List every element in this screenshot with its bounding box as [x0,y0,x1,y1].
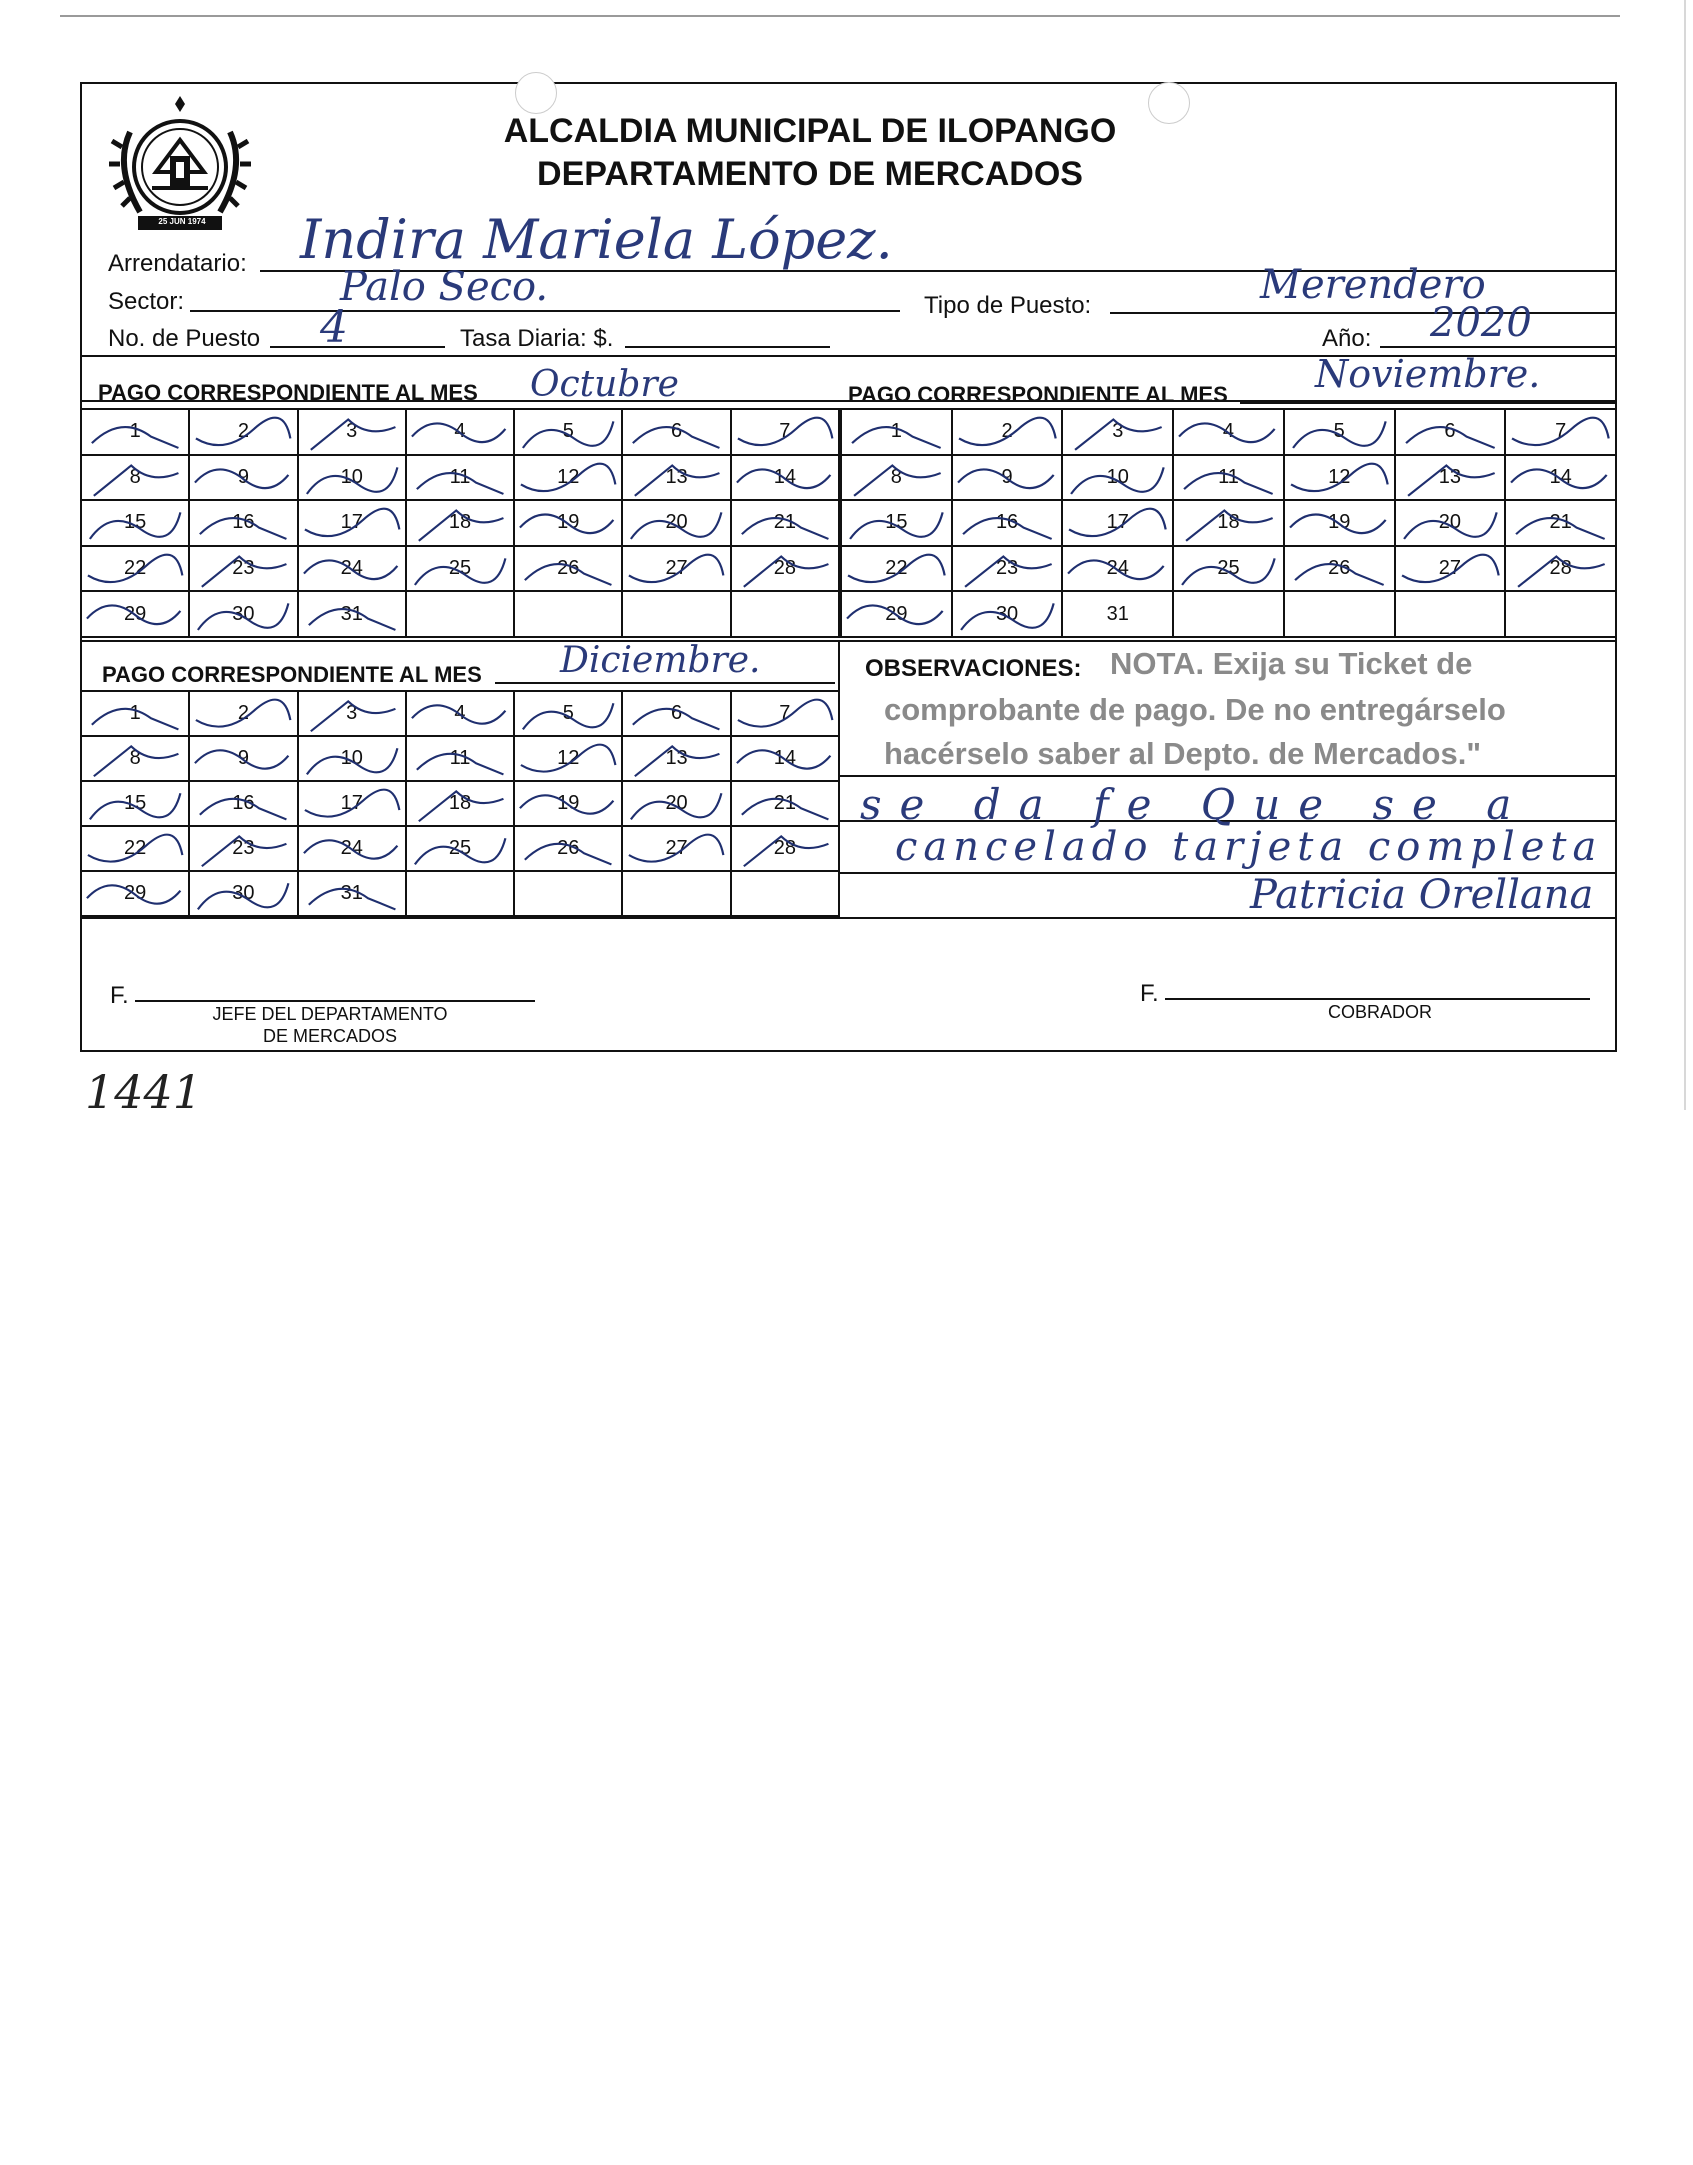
day-cell-15[interactable] [82,782,190,827]
day-cell-22[interactable] [82,547,190,593]
day-number: 28 [1549,557,1572,580]
day-number: 13 [665,747,688,769]
empty-day-cell[interactable] [407,592,515,638]
day-cell-27[interactable] [623,827,731,872]
day-cell-26[interactable] [1285,547,1396,593]
de-mercados-label: DE MERCADOS [262,1026,397,1046]
day-number: 4 [454,420,466,443]
day-cell-6[interactable] [623,410,731,456]
day-number: 12 [557,747,580,769]
day-number: 29 [124,882,147,904]
day-cell-17[interactable] [299,501,407,547]
day-cell-10[interactable] [299,456,407,502]
day-number: 18 [1217,511,1240,534]
day-cell-31[interactable] [299,872,407,917]
day-number: 29 [885,602,908,625]
day-cell-22[interactable] [82,827,190,872]
day-cell-5[interactable] [515,410,623,456]
day-cell-28[interactable] [1506,547,1617,593]
day-number: 21 [773,511,796,534]
day-cell-16[interactable] [190,501,298,547]
day-number: 21 [773,792,796,814]
nota-line-3: hacérselo saber al Depto. de Mercados." [884,736,1482,771]
day-number: 14 [773,747,796,769]
empty-day-cell[interactable] [1396,592,1507,638]
day-number: 21 [1549,511,1572,534]
arrendatario-value[interactable]: Indira Mariela López. [300,208,893,271]
day-number: 17 [1106,511,1129,534]
day-number: 9 [1001,465,1013,488]
day-cell-13[interactable] [623,737,731,782]
day-number: 28 [773,837,796,859]
day-number: 27 [665,557,688,580]
day-cell-26[interactable] [515,827,623,872]
day-number: 31 [1106,602,1129,625]
day-cell-23[interactable] [190,547,298,593]
day-cell-16[interactable] [953,501,1064,547]
divider-line [80,640,1617,642]
day-cell-15[interactable] [82,501,190,547]
day-number: 10 [1106,465,1129,488]
day-number: 11 [449,465,471,488]
day-cell-4[interactable] [1174,410,1285,456]
scan-right-edge [1684,0,1686,1110]
day-number: 19 [557,511,580,534]
sector-value[interactable]: Palo Seco. [340,264,549,310]
tipo-puesto-value[interactable]: Merendero [1260,262,1486,308]
cobrador-label: COBRADOR [1327,1002,1432,1022]
day-number: 5 [562,702,574,724]
day-cell-17[interactable] [1063,501,1174,547]
day-cell-13[interactable] [623,456,731,502]
day-cell-4[interactable] [407,692,515,737]
day-number: 18 [448,511,472,534]
day-number: 31 [340,602,363,625]
day-number: 22 [124,837,147,859]
observaciones-label: OBSERVACIONES: [865,655,1082,682]
day-number: 15 [124,511,147,534]
day-number: 11 [449,747,471,769]
no-puesto-line [270,346,445,348]
day-cell-1[interactable] [82,692,190,737]
day-cell-13[interactable] [1396,456,1507,502]
day-number: 27 [665,837,688,859]
day-number: 6 [1444,420,1456,443]
day-cell-5[interactable] [1285,410,1396,456]
day-number: 1 [129,702,141,724]
noviembre-day-grid [840,408,1617,638]
pago-diciembre-label: PAGO CORRESPONDIENTE AL MES [102,662,482,687]
day-number: 3 [1112,420,1124,443]
mes-noviembre-value[interactable]: Noviembre. [1315,352,1541,396]
tipo-puesto-label: Tipo de Puesto: [924,292,1092,319]
mes-diciembre-value[interactable]: Diciembre. [560,640,761,681]
empty-day-cell[interactable] [732,872,840,917]
mes-diciembre-line [495,682,835,684]
day-number: 27 [1438,557,1462,580]
day-number: 19 [557,792,580,814]
day-number: 22 [124,557,147,580]
day-cell-11[interactable] [407,737,515,782]
day-cell-15[interactable] [842,501,953,547]
day-number: 8 [890,465,902,488]
nota-line-2: comprobante de pago. De no entregárselo [884,692,1506,727]
day-cell-14[interactable] [732,456,840,502]
day-cell-31[interactable] [1063,592,1174,638]
jefe-departamento-label: JEFE DEL DEPARTAMENTO [212,1004,448,1024]
anio-label: Año: [1322,325,1372,352]
day-cell-10[interactable] [299,737,407,782]
firma-cobrador-line[interactable] [1165,998,1590,1000]
day-cell-8[interactable] [82,737,190,782]
tipo-puesto-line [1110,312,1615,314]
observaciones-handwritten-2[interactable]: cancelado tarjeta completa [895,824,1603,870]
day-cell-19[interactable] [515,782,623,827]
day-number: 2 [237,420,249,443]
day-number: 29 [124,602,147,625]
day-cell-24[interactable] [299,547,407,593]
day-number: 22 [885,557,908,580]
day-number: 4 [454,702,466,724]
day-number: 31 [340,882,363,904]
day-cell-24[interactable] [299,827,407,872]
day-number: 24 [1106,557,1129,580]
empty-day-cell[interactable] [1285,592,1396,638]
empty-day-cell[interactable] [732,592,840,638]
day-number: 6 [671,420,683,443]
day-number: 17 [340,792,363,814]
day-cell-9[interactable] [190,737,298,782]
day-cell-27[interactable] [1396,547,1507,593]
day-number: 8 [129,747,141,769]
day-number: 26 [557,557,580,580]
diciembre-day-grid [80,690,840,917]
punch-hole-left [515,72,557,114]
day-cell-19[interactable] [1285,501,1396,547]
observaciones-line [840,775,1615,777]
day-number: 25 [448,837,472,859]
day-number: 16 [232,511,255,534]
day-number: 20 [1438,511,1462,534]
day-cell-30[interactable] [953,592,1064,638]
day-number: 5 [1333,420,1345,443]
day-cell-2[interactable] [190,410,298,456]
header-subtitle: DEPARTAMENTO DE MERCADOS [537,155,1083,193]
day-number: 26 [557,837,580,859]
day-cell-20[interactable] [623,501,731,547]
day-number: 20 [665,511,688,534]
day-cell-25[interactable] [1174,547,1285,593]
day-cell-5[interactable] [515,692,623,737]
no-puesto-value[interactable]: 4 [320,302,348,353]
observaciones-handwritten-3[interactable]: Patricia Orellana [1250,872,1594,918]
day-cell-3[interactable] [299,410,407,456]
day-cell-20[interactable] [623,782,731,827]
day-number: 9 [237,465,249,488]
empty-day-cell[interactable] [515,872,623,917]
day-cell-6[interactable] [623,692,731,737]
day-cell-6[interactable] [1396,410,1507,456]
no-puesto-label: No. de Puesto [108,325,261,352]
tasa-diaria-line [625,346,830,348]
day-cell-12[interactable] [1285,456,1396,502]
day-number: 28 [773,557,796,580]
day-cell-28[interactable] [732,547,840,593]
day-cell-1[interactable] [82,410,190,456]
day-cell-30[interactable] [190,592,298,638]
pago-noviembre-label: PAGO CORRESPONDIENTE AL MES [848,382,1228,407]
day-cell-29[interactable] [82,592,190,638]
observaciones-handwritten-1[interactable]: se da fe Que se a [860,780,1530,829]
day-number: 1 [890,420,902,443]
day-number: 11 [1218,465,1239,488]
sector-line [190,310,900,312]
seal-date-text: 25 JUN 1974 [158,217,206,226]
day-number: 23 [995,557,1019,580]
day-cell-18[interactable] [407,501,515,547]
empty-day-cell[interactable] [623,592,731,638]
day-number: 26 [1328,557,1351,580]
day-number: 2 [1001,420,1013,443]
day-cell-30[interactable] [190,872,298,917]
day-cell-29[interactable] [842,592,953,638]
day-cell-21[interactable] [732,501,840,547]
octubre-day-grid [80,408,840,638]
empty-day-cell[interactable] [407,872,515,917]
day-cell-9[interactable] [953,456,1064,502]
day-cell-23[interactable] [190,827,298,872]
day-number: 23 [232,837,255,859]
day-cell-14[interactable] [1506,456,1617,502]
day-number: 3 [346,420,358,443]
day-number: 1 [129,420,141,443]
day-number: 15 [885,511,908,534]
sector-label: Sector: [108,288,185,315]
day-number: 8 [129,465,141,488]
day-cell-3[interactable] [1063,410,1174,456]
day-cell-23[interactable] [953,547,1064,593]
day-cell-18[interactable] [407,782,515,827]
firma-cobrador-prefix: F. [1140,980,1159,1007]
day-cell-2[interactable] [190,692,298,737]
day-number: 16 [995,511,1019,534]
day-number: 7 [779,420,791,443]
day-cell-7[interactable] [1506,410,1617,456]
day-cell-11[interactable] [407,456,515,502]
day-cell-2[interactable] [953,410,1064,456]
scan-top-edge [60,15,1620,17]
day-number: 15 [124,792,147,814]
empty-day-cell[interactable] [1174,592,1285,638]
day-number: 7 [1555,420,1567,443]
day-cell-3[interactable] [299,692,407,737]
footer-handwritten-note: 1441 [85,1065,203,1119]
day-cell-21[interactable] [732,782,840,827]
day-cell-11[interactable] [1174,456,1285,502]
day-number: 30 [995,602,1019,625]
day-number: 2 [237,702,249,724]
pago-octubre-label: PAGO CORRESPONDIENTE AL MES [98,380,478,405]
day-number: 10 [340,465,363,488]
day-cell-31[interactable] [299,592,407,638]
day-number: 24 [340,837,363,859]
divider-line [80,917,1617,919]
arrendatario-label: Arrendatario: [108,250,247,277]
day-number: 25 [448,557,472,580]
day-number: 5 [562,420,574,443]
day-number: 30 [232,602,255,625]
empty-day-cell[interactable] [623,872,731,917]
day-cell-28[interactable] [732,827,840,872]
day-number: 19 [1328,511,1351,534]
day-number: 4 [1222,420,1235,443]
firma-jefe-line[interactable] [135,1000,535,1002]
day-cell-18[interactable] [1174,501,1285,547]
day-number: 13 [1438,465,1462,488]
day-cell-24[interactable] [1063,547,1174,593]
day-cell-29[interactable] [82,872,190,917]
day-number: 3 [346,702,358,724]
day-number: 23 [232,557,255,580]
day-number: 30 [232,882,255,904]
header-title: ALCALDIA MUNICIPAL DE ILOPANGO [503,112,1117,150]
day-cell-7[interactable] [732,410,840,456]
day-cell-10[interactable] [1063,456,1174,502]
day-number: 10 [340,747,363,769]
day-cell-8[interactable] [82,456,190,502]
day-cell-19[interactable] [515,501,623,547]
day-number: 6 [671,702,683,724]
empty-day-cell[interactable] [515,592,623,638]
day-cell-12[interactable] [515,737,623,782]
day-cell-16[interactable] [190,782,298,827]
day-cell-27[interactable] [623,547,731,593]
day-number: 25 [1217,557,1240,580]
day-cell-1[interactable] [842,410,953,456]
day-cell-25[interactable] [407,827,515,872]
day-cell-21[interactable] [1506,501,1617,547]
day-number: 16 [232,792,255,814]
day-cell-7[interactable] [732,692,840,737]
tasa-diaria-label: Tasa Diaria: $. [460,325,614,352]
day-cell-8[interactable] [842,456,953,502]
day-number: 12 [1328,465,1351,488]
day-number: 12 [557,465,580,488]
day-cell-26[interactable] [515,547,623,593]
day-number: 7 [779,702,791,724]
day-cell-17[interactable] [299,782,407,827]
firma-jefe-prefix: F. [110,982,129,1009]
day-number: 17 [340,511,363,534]
day-cell-20[interactable] [1396,501,1507,547]
anio-value[interactable]: 2020 [1430,300,1532,346]
day-number: 18 [448,792,472,814]
empty-day-cell[interactable] [1506,592,1617,638]
day-number: 9 [237,747,249,769]
day-cell-4[interactable] [407,410,515,456]
day-cell-14[interactable] [732,737,840,782]
day-number: 14 [773,465,796,488]
anio-line [1380,346,1615,348]
day-cell-22[interactable] [842,547,953,593]
mes-noviembre-line [1240,402,1615,404]
mes-octubre-value[interactable]: Octubre [530,364,679,405]
day-cell-12[interactable] [515,456,623,502]
day-number: 14 [1549,465,1572,488]
nota-line-1: NOTA. Exija su Ticket de [1110,646,1473,681]
day-number: 13 [665,465,688,488]
day-number: 24 [340,557,363,580]
day-cell-9[interactable] [190,456,298,502]
day-cell-25[interactable] [407,547,515,593]
day-number: 20 [665,792,688,814]
